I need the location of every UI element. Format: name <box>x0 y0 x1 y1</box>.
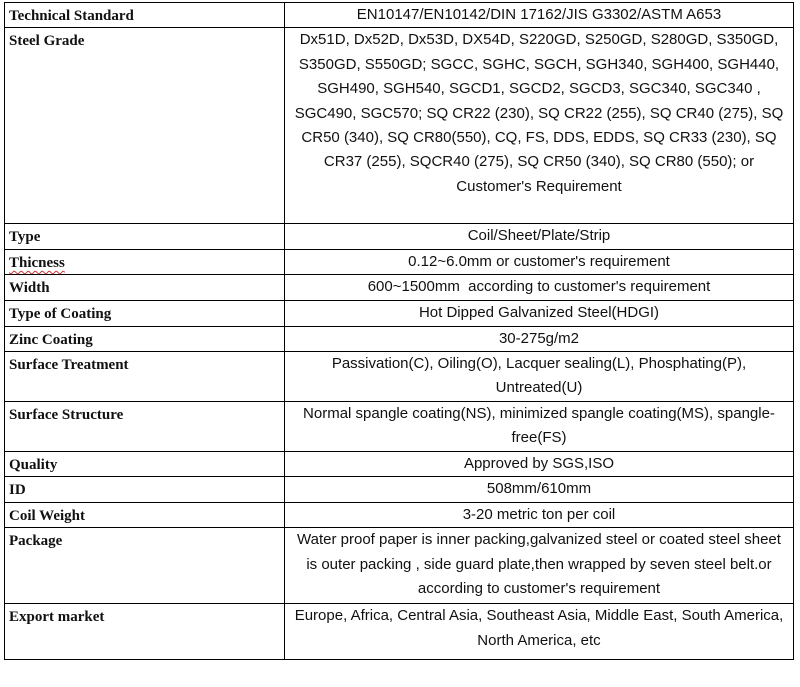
row-value-zinc-coating: 30-275g/m2 <box>285 326 794 351</box>
row-label-type-of-coating: Type of Coating <box>5 300 285 326</box>
row-value-steel-grade: Dx51D, Dx52D, Dx53D, DX54D, S220GD, S250GD, S280GD, S350GD, S350GD, S550GD; SGCC, SGHC, SGCH, SGH340, SGH400, SGH440, SGH490, SGH540, SGCD1, SGCD2, SGCD3, SGC340, SGC340 , SGC490, SGC570; SQ CR22 (230), SQ CR22 (255), SQ CR40 (275), SQ CR50 (340), SQ CR80(550), CQ, FS, DDS, EDDS, SQ CR33 (230), SQ CR37 (255), SQCR40 (275), SQ CR50 (340), SQ CR80 (550); or Customer's Requirement <box>285 28 794 224</box>
table-row <box>5 249 794 274</box>
row-value-quality: Approved by SGS,ISO <box>285 452 794 477</box>
row-label-steel-grade: Steel Grade <box>5 28 285 224</box>
specification-table <box>4 2 794 660</box>
row-label-technical-standard: Technical Standard <box>5 3 285 28</box>
row-label-quality: Quality <box>5 452 285 477</box>
row-value-thickness: 0.12~6.0mm or customer's requirement <box>285 249 794 274</box>
table-row <box>5 604 794 660</box>
table-row <box>5 477 794 502</box>
row-label-surface-structure: Surface Structure <box>5 402 285 452</box>
row-value-coil-weight: 3-20 metric ton per coil <box>285 502 794 527</box>
row-value-type-of-coating: Hot Dipped Galvanized Steel(HDGI) <box>285 300 794 326</box>
spec-sheet <box>4 2 794 660</box>
table-row <box>5 452 794 477</box>
row-label-id: ID <box>5 477 285 502</box>
row-label-width: Width <box>5 275 285 300</box>
row-value-surface-treatment: Passivation(C), Oiling(O), Lacquer sealing(L), Phosphating(P), Untreated(U) <box>285 352 794 402</box>
table-row <box>5 275 794 300</box>
table-row <box>5 300 794 326</box>
row-value-id: 508mm/610mm <box>285 477 794 502</box>
row-value-package: Water proof paper is inner packing,galvanized steel or coated steel sheet is outer packing , side guard plate,then wrapped by seven steel belt.or according to customer's requirement <box>285 528 794 604</box>
thickness-label-text: Thicness <box>9 254 65 271</box>
row-label-export-market: Export market <box>5 604 285 660</box>
table-row <box>5 352 794 402</box>
table-row <box>5 3 794 28</box>
row-value-type: Coil/Sheet/Plate/Strip <box>285 224 794 249</box>
table-row <box>5 28 794 224</box>
row-label-zinc-coating: Zinc Coating <box>5 326 285 351</box>
row-value-width: 600~1500mm according to customer's requirement <box>285 275 794 300</box>
table-row <box>5 402 794 452</box>
table-row <box>5 224 794 249</box>
row-value-surface-structure: Normal spangle coating(NS), minimized spangle coating(MS), spangle-free(FS) <box>285 402 794 452</box>
row-label-thickness <box>5 249 285 274</box>
row-value-technical-standard: EN10147/EN10142/DIN 17162/JIS G3302/ASTM A653 <box>285 3 794 28</box>
row-label-package: Package <box>5 528 285 604</box>
row-label-surface-treatment: Surface Treatment <box>5 352 285 402</box>
table-row <box>5 502 794 527</box>
table-row <box>5 326 794 351</box>
row-value-export-market: Europe, Africa, Central Asia, Southeast Asia, Middle East, South America, North America, etc <box>285 604 794 660</box>
row-label-type: Type <box>5 224 285 249</box>
table-row <box>5 528 794 604</box>
row-label-coil-weight: Coil Weight <box>5 502 285 527</box>
